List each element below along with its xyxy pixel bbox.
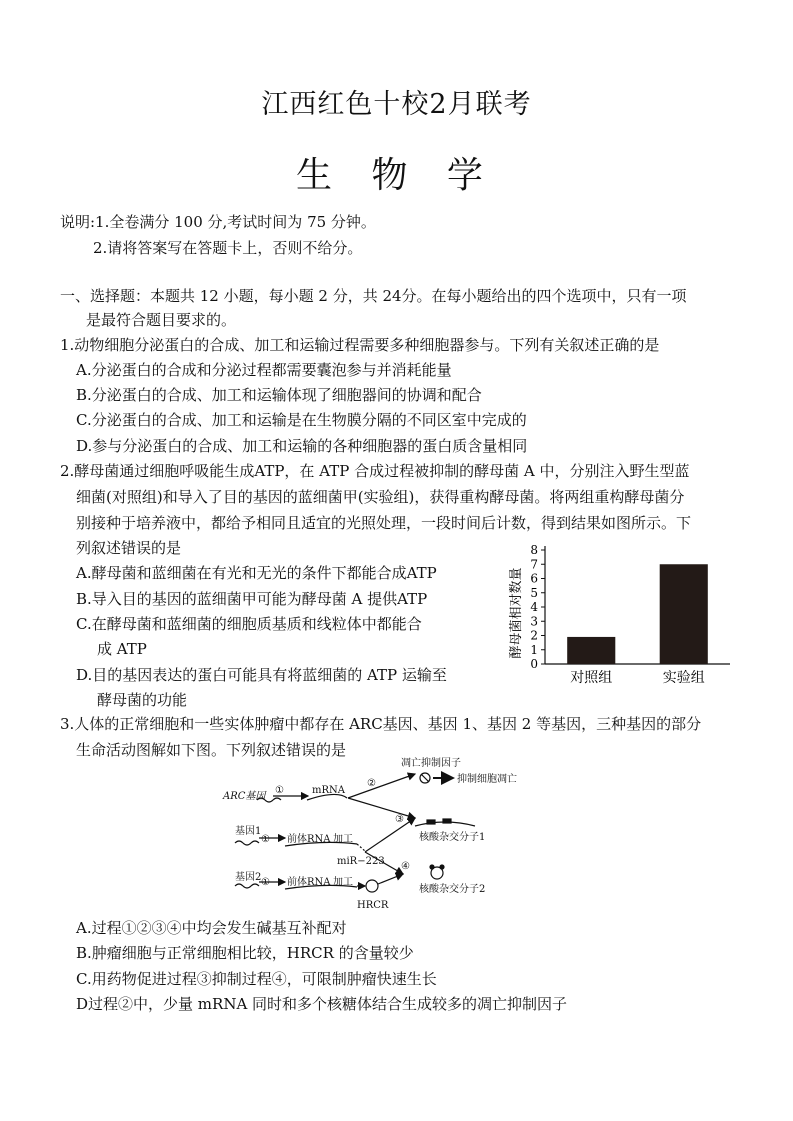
diagram-inhibit-apoptosis: 抑制细胞凋亡 — [457, 774, 517, 785]
chart-y-tick-label: 3 — [530, 614, 538, 629]
q1-option-b: B.分泌蛋白的合成、加工和运输体现了细胞器间的协调和配合 — [76, 386, 482, 404]
diagram-gene1: 基因1 — [235, 826, 262, 837]
diagram-step4: ④ — [401, 861, 410, 872]
chart-y-tick-label: 5 — [530, 585, 538, 600]
chart-category-label: 对照组 — [570, 670, 613, 686]
q2-option-d-cont: 酵母菌的功能 — [97, 691, 188, 709]
diagram-inhibitor: 凋亡抑制因子 — [401, 758, 461, 769]
diagram-mir: miR−223 — [337, 856, 385, 867]
chart-y-tick-label: 7 — [530, 557, 538, 572]
q3-option-a: A.过程①②③④中均会发生碱基互补配对 — [76, 919, 347, 937]
chart-y-tick-label: 1 — [530, 642, 538, 657]
gene1-dna — [235, 841, 259, 845]
q1-option-c: C.分泌蛋白的合成、加工和运输是在生物膜分隔的不同区室中完成的 — [76, 411, 527, 429]
diagram-gene2: 基因2 — [235, 872, 262, 883]
gene2-dna — [235, 884, 259, 888]
q2-option-c: C.在酵母菌和蓝细菌的细胞质基质和线粒体中都能合 — [76, 615, 422, 633]
diagram-step2: ② — [367, 778, 376, 789]
q3-stem-1: 3.人体的正常细胞和一些实体肿瘤中都存在 ARC基因、基因 1、基因 2 等基因，三种基因的部分 — [60, 715, 702, 733]
q3-option-b: B.肿瘤细胞与正常细胞相比较，HRCR 的含量较少 — [76, 944, 414, 962]
q1-stem: 1.动物细胞分泌蛋白的合成、加工和运输过程需要多种细胞器参与。下列有关叙述正确的是 — [60, 336, 660, 354]
diagram-step1-a: ① — [275, 785, 284, 796]
diagram-mrna: mRNA — [312, 785, 345, 796]
exam-title: 江西红色十校2月联考 — [261, 89, 532, 120]
q1-option-d: D.参与分泌蛋白的合成、加工和运输的各种细胞器的蛋白质含量相同 — [76, 437, 528, 455]
diagram-step3: ③ — [395, 814, 404, 825]
chart-y-tick-label: 4 — [530, 600, 538, 614]
chart-y-tick-label: 8 — [530, 543, 538, 557]
chart-category-label: 实验组 — [662, 670, 705, 686]
chart-y-tick-label: 0 — [530, 657, 538, 671]
note-line-1: 说明:1.全卷满分 100 分,考试时间为 75 分钟。 — [60, 213, 376, 231]
chart-y-tick-label: 2 — [530, 628, 538, 643]
q2-option-d: D.目的基因表达的蛋白可能具有将蓝细菌的 ATP 运输至 — [76, 666, 447, 684]
q2-option-c-cont: 成 ATP — [97, 640, 147, 658]
chart-bars — [567, 564, 708, 664]
diagram-arc-gene: ARC基因 — [223, 791, 266, 802]
q2-option-b: B.导入目的基因的蓝细菌甲可能为酵母菌 A 提供ATP — [76, 590, 428, 608]
diagram-step1-c: ① — [261, 877, 270, 888]
diagram-pre-rna-1: 前体RNA — [287, 834, 331, 845]
section-heading: 一、选择题：本题共 12 小题，每小题 2 分，共 24分。在每小题给出的四个选项中，只有一项 — [60, 287, 687, 305]
chart-bar — [567, 637, 615, 664]
diagram-hybrid1: 核酸杂交分子1 — [419, 832, 486, 843]
subject-title: 生 物 学 — [296, 155, 497, 196]
chart-y-tick-label: 6 — [530, 571, 538, 586]
chart-category-labels — [570, 670, 705, 686]
diagram-hrcr: HRCR — [357, 900, 389, 911]
section-heading-cont: 是最符合题目要求的。 — [86, 311, 237, 329]
chart-ylabel: 酵母菌相对数量 — [509, 567, 524, 659]
q3-option-d: D过程②中，少量 mRNA 同时和多个核糖体结合生成较多的凋亡抑制因子 — [76, 995, 568, 1013]
bar-chart — [505, 540, 745, 690]
q2-stem-4: 列叙述错误的是 — [76, 539, 182, 557]
gene-diagram — [215, 756, 555, 916]
q2-stem-1: 2.酵母菌通过细胞呼吸能生成ATP，在 ATP 合成过程被抑制的酵母菌 A 中，分别注入野生型蓝 — [60, 462, 690, 480]
q3-stem-2: 生命活动图解如下图。下列叙述错误的是 — [76, 741, 347, 759]
q2-stem-3: 别接种于培养液中，都给予相同且适宜的光照处理，一段时间后计数，得到结果如图所示。下 — [76, 514, 692, 532]
diagram-process1: 加工 — [333, 834, 353, 845]
note-line-2: 2.请将答案写在答题卡上，否则不给分。 — [93, 239, 363, 257]
diagram-pre-rna-2: 前体RNA — [287, 877, 331, 888]
q1-option-a: A.分泌蛋白的合成和分泌过程都需要囊泡参与并消耗能量 — [76, 361, 452, 379]
diagram-step1-b: ① — [261, 834, 270, 845]
q2-stem-2: 细菌(对照组)和导入了目的基因的蓝细菌甲(实验组)，获得重构酵母菌。将两组重构酵母菌分 — [76, 488, 685, 506]
diagram-process2: 加工 — [333, 877, 353, 888]
hrcr-circle-icon — [366, 880, 378, 892]
chart-bar — [660, 564, 708, 664]
diagram-hybrid2: 核酸杂交分子2 — [419, 884, 486, 895]
q3-option-c: C.用药物促进过程③抑制过程④，可限制肿瘤快速生长 — [76, 970, 437, 988]
q2-option-a: A.酵母菌和蓝细菌在有光和无光的条件下都能合成ATP — [76, 564, 437, 582]
